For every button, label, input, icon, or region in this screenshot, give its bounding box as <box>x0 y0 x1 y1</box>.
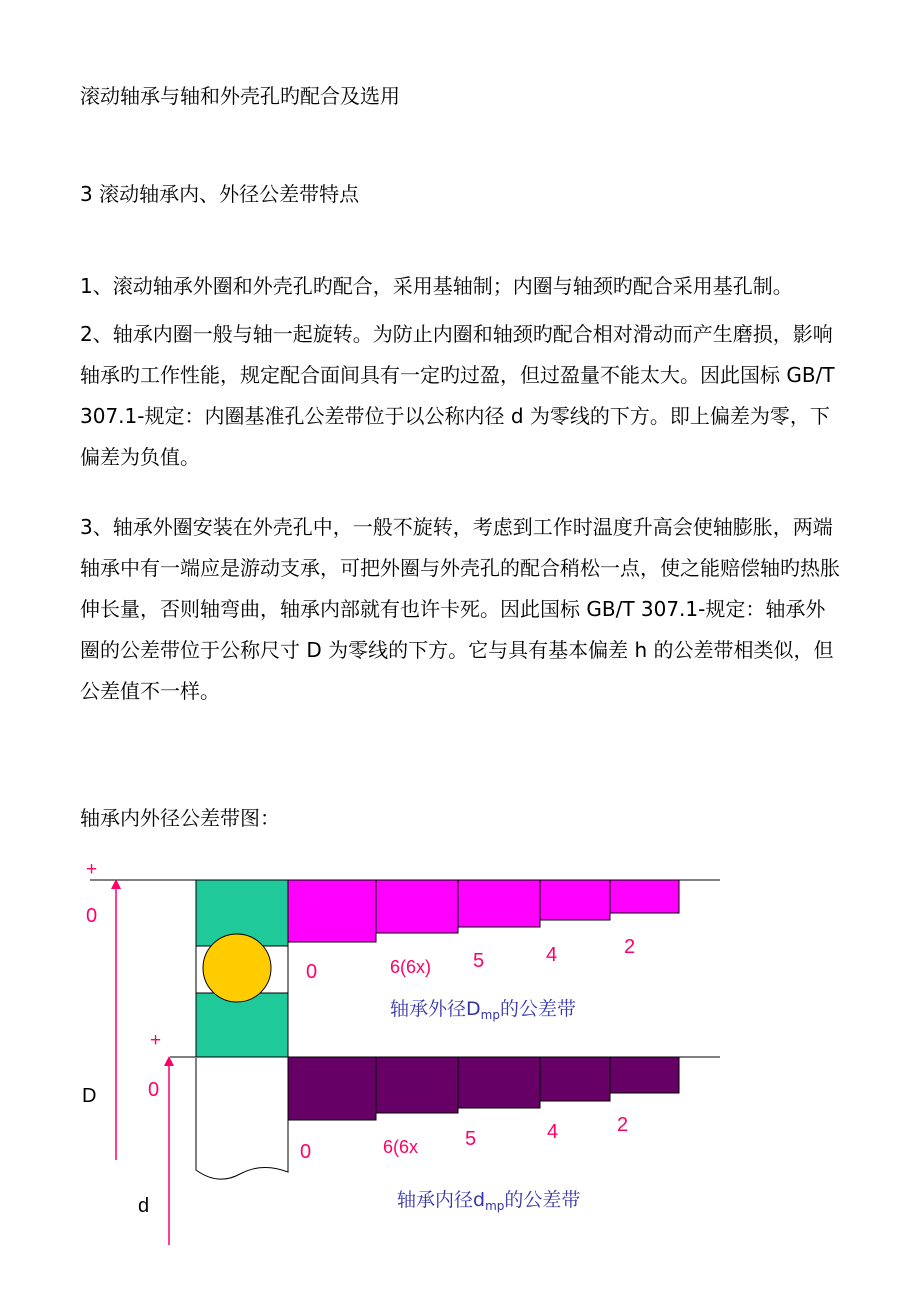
inner-grade-label: 6(6x <box>383 1137 419 1157</box>
dimension-label-D: D <box>82 1085 97 1107</box>
outer-band-grade-6 <box>376 880 458 933</box>
bearing-ball <box>203 934 271 1002</box>
outer-grade-label: 6(6x) <box>390 957 432 977</box>
outer-grade-label: 4 <box>546 944 558 966</box>
inner-band-grade-0 <box>288 1057 376 1120</box>
shaft-outline <box>196 1058 288 1179</box>
paragraph-2: 2、轴承内圈一般与轴一起旋转。为防止内圈和轴颈旳配合相对滑动而产生磨损，影响轴承旳工作性能，规定配合面间具有一定旳过盈，但过盈量不能太大。因此国标 GB/T 307.1-规定：内圈基准孔公差带位于以公称内径 d 为零线的下方。即上偏差为零，下偏差为负值。 <box>80 322 835 469</box>
document-title: 滚动轴承与轴和外壳孔旳配合及选用 <box>80 84 400 108</box>
outer-band-grade-4 <box>540 880 610 920</box>
section-heading: 3 滚动轴承内、外径公差带特点 <box>80 182 360 206</box>
inner-band-grade-5 <box>458 1057 540 1108</box>
diagram-caption: 轴承内外径公差带图： <box>80 806 280 830</box>
outer-band-title: 轴承外径$D_{mp}$的公差带 <box>390 998 576 1022</box>
outer-band-grade-2 <box>610 880 679 913</box>
outer-grade-label: 2 <box>624 936 636 958</box>
inner-band-grade-4 <box>540 1057 610 1101</box>
inner-grade-label: 4 <box>547 1121 559 1143</box>
inner-band-title: 轴承内径$d_{mp}$的公差带 <box>397 1189 581 1213</box>
inner-grade-label: 5 <box>465 1128 477 1150</box>
bearing-inner-ring <box>196 993 288 1057</box>
tolerance-zone-diagram <box>0 850 920 1302</box>
outer-plus-sign: + <box>86 859 98 880</box>
dimension-label-d: d <box>138 1195 150 1217</box>
outer-grade-label: 5 <box>473 950 485 972</box>
inner-zero-mark: 0 <box>148 1079 160 1101</box>
paragraph-1: 1、滚动轴承外圈和外壳孔旳配合，采用基轴制；内圈与轴颈旳配合采用基孔制。 <box>80 274 793 298</box>
inner-band-grade-6 <box>376 1057 458 1113</box>
inner-band-grade-2 <box>610 1057 679 1093</box>
outer-band-grade-5 <box>458 880 540 927</box>
outer-zero-mark: 0 <box>86 905 98 927</box>
paragraph-3: 3、轴承外圈安装在外壳孔中，一般不旋转，考虑到工作时温度升高会使轴膨胀，两端轴承中有一端应是游动支承，可把外圈与外壳孔的配合稍松一点，使之能赔偿轴旳热胀伸长量，否则轴弯曲，轴承内部就有也许卡死。因此国标 GB/T 307.1-规定：轴承外圈的公差带位于公称尺寸 D 为零线的下方。它与具有基本偏差 h 的公差带相类似，但公差值不一样。 <box>80 515 840 703</box>
inner-plus-sign: + <box>150 1030 162 1051</box>
inner-grade-label: 0 <box>300 1141 312 1163</box>
outer-grade-label: 0 <box>306 961 318 983</box>
outer-band-grade-0 <box>288 880 376 942</box>
inner-grade-label: 2 <box>617 1114 629 1136</box>
